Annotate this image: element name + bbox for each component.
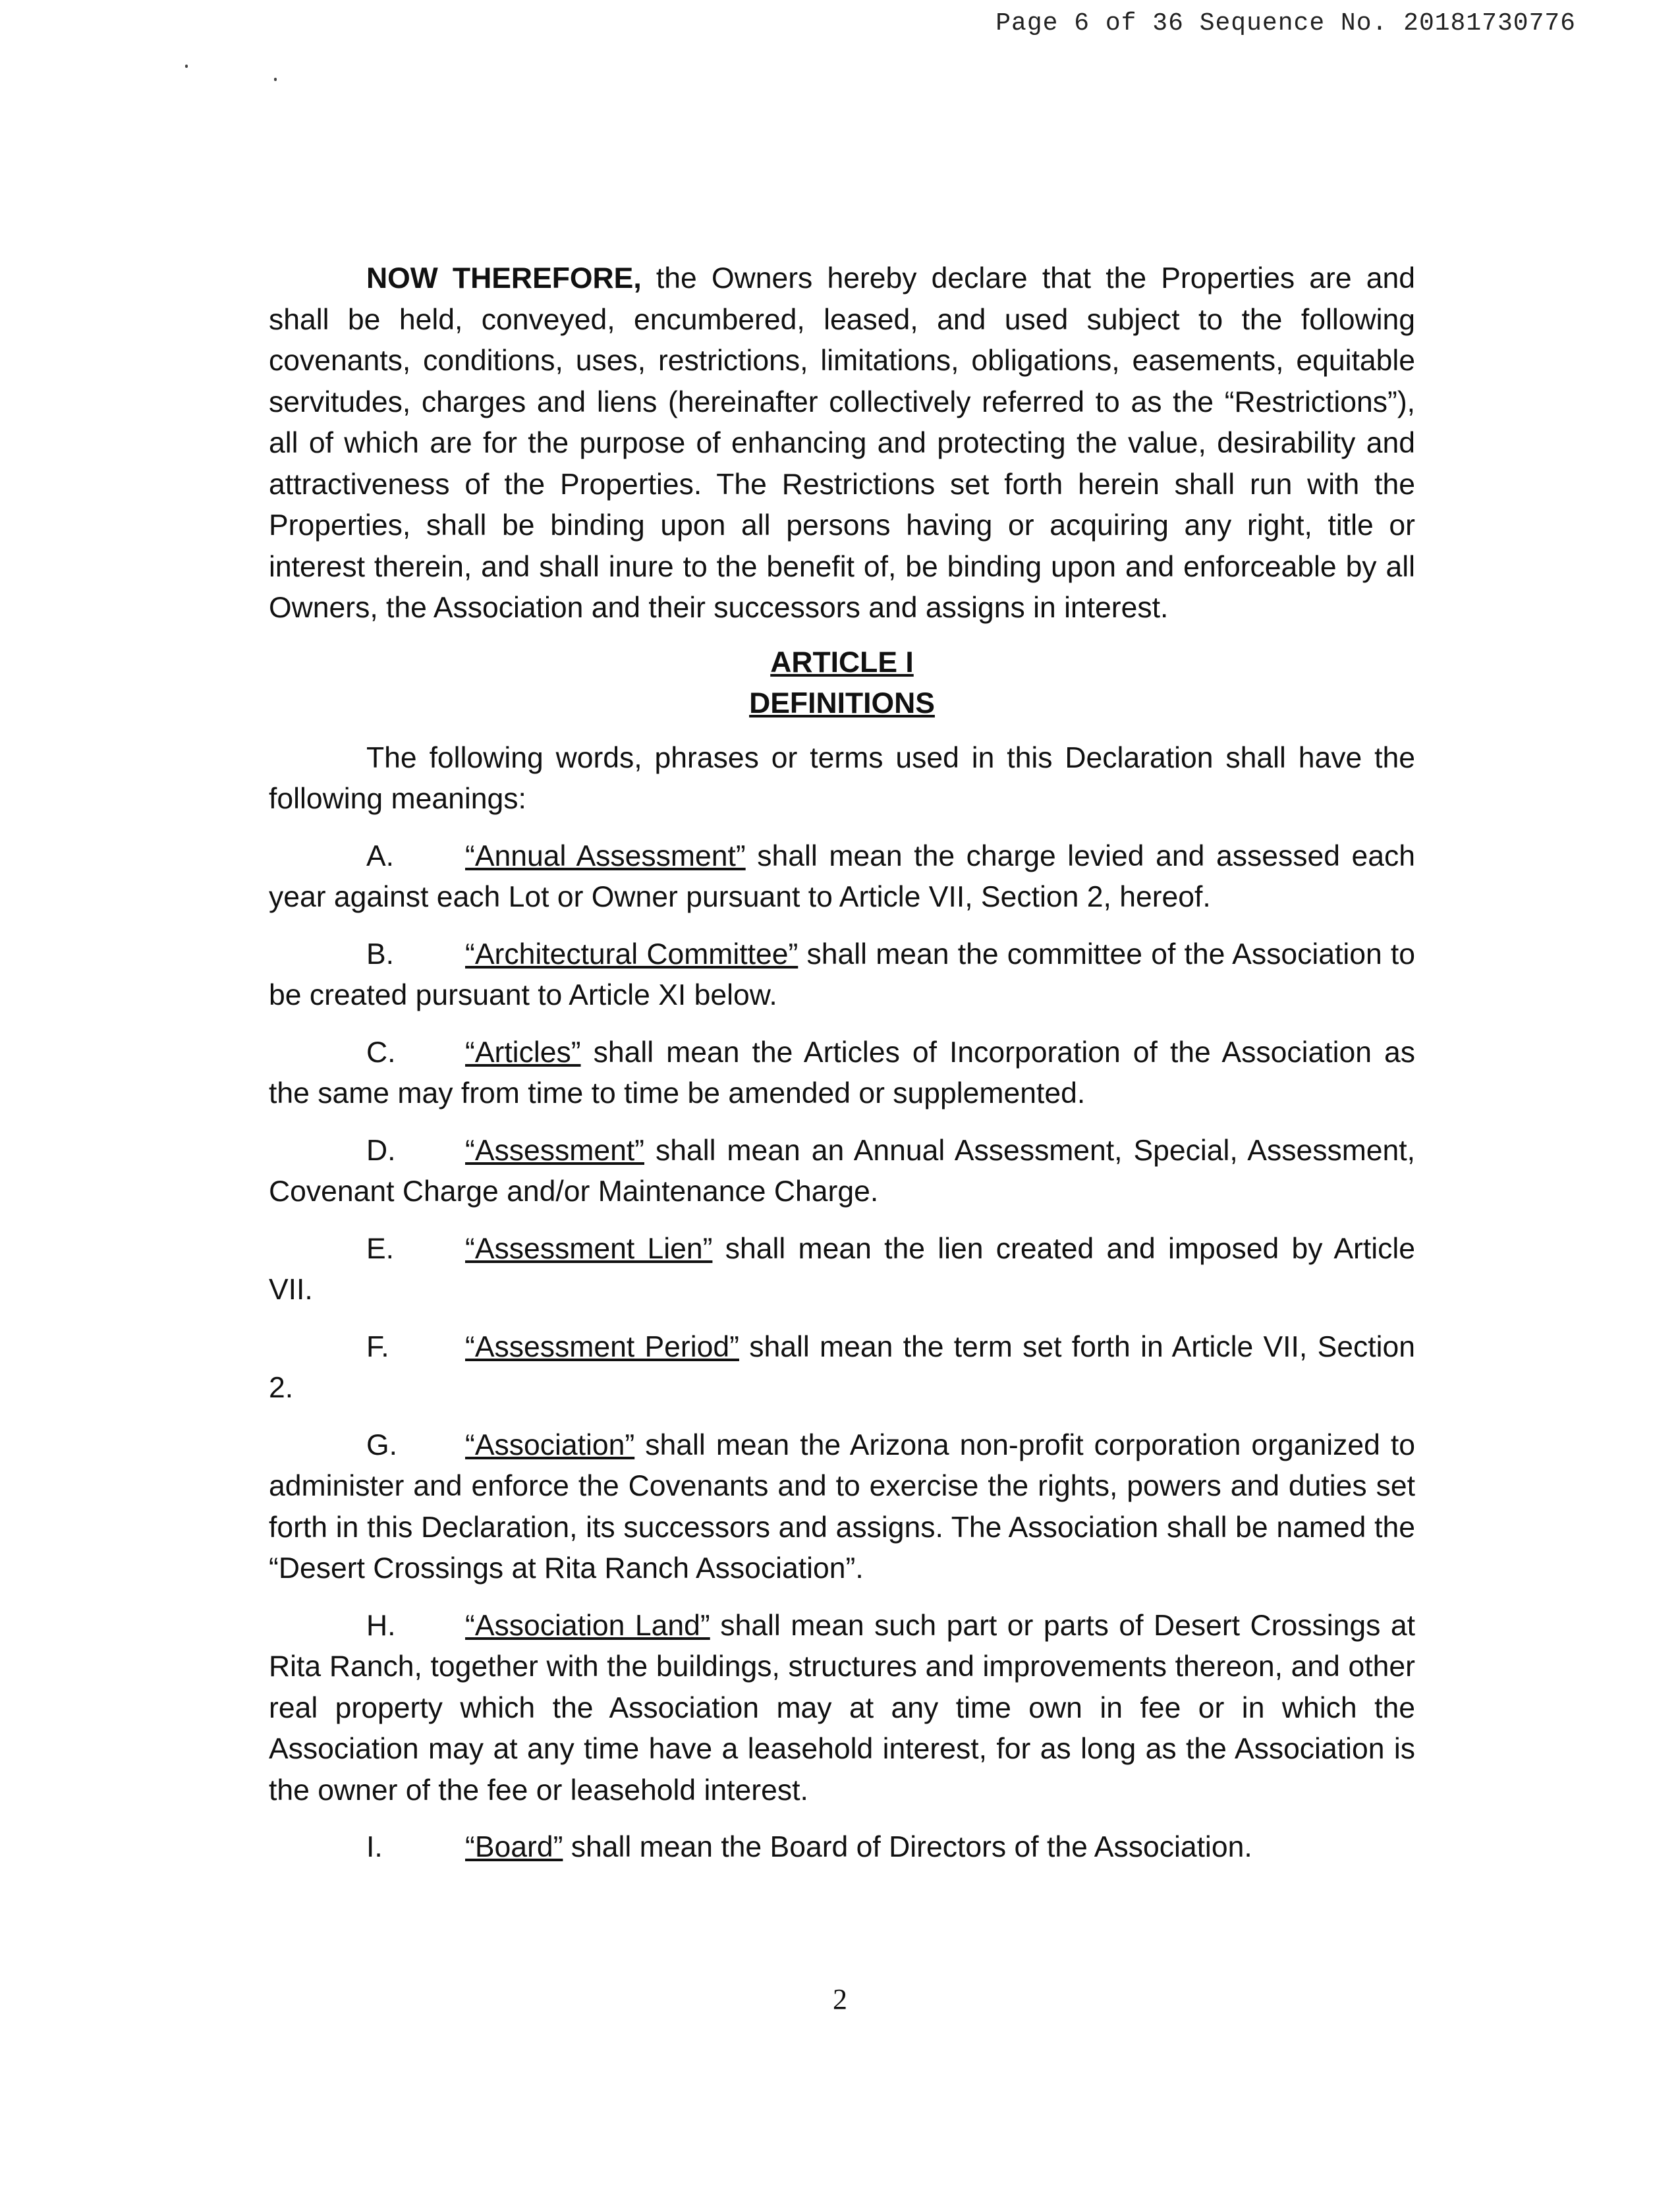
definition-item (269, 1425, 1415, 1590)
intro-lead: NOW THEREFORE, (366, 262, 642, 295)
definition-text: shall mean the Articles of Incorporation of the Association as the same may from time to time be amended or supplemented. (269, 1036, 1415, 1110)
definition-text: shall mean the charge levied and assessed each year against each Lot or Owner pursuant to Article VII, Section 2, hereof. (269, 839, 1416, 913)
definition-letter: C. (366, 1036, 396, 1069)
definition-term: “Architectural Committee” (465, 938, 798, 970)
definition-term: “Assessment Lien” (465, 1232, 713, 1265)
definition-item (269, 836, 1415, 918)
definition-letter: B. (366, 938, 395, 970)
article-number: ARTICLE I (770, 646, 914, 679)
definition-item (269, 1131, 1415, 1213)
definition-text: shall mean the lien created and imposed by Article VII. (269, 1232, 1415, 1306)
definition-term: “Board” (465, 1831, 563, 1863)
definition-item (269, 1032, 1415, 1115)
definition-item (269, 1327, 1415, 1409)
definition-letter: D. (366, 1134, 396, 1167)
definition-term: “Annual Assessment” (465, 839, 746, 872)
definition-item (269, 1827, 1415, 1869)
definition-letter: G. (366, 1428, 397, 1461)
definition-item (269, 1229, 1415, 1311)
definition-text: shall mean the Board of Directors of the Association. (563, 1831, 1252, 1863)
article-title: DEFINITIONS (749, 687, 935, 719)
definition-item (269, 1606, 1415, 1812)
definition-letter: I. (366, 1831, 383, 1863)
definition-letter: A. (366, 839, 395, 872)
definition-term: “Assessment Period” (465, 1330, 739, 1363)
definition-term: “Articles” (465, 1036, 581, 1069)
definition-item (269, 934, 1415, 1017)
intro-paragraph (269, 258, 1415, 629)
definition-text: shall mean the committee of the Association to be created pursuant to Article XI below. (269, 938, 1416, 1011)
definition-text: shall mean the Arizona non-profit corporation organized to administer and enforce the Covenants and to exercise the rights, powers and duties set forth in this Declaration, its successors and assigns. The Association shall be named the “Desert Crossings at Rita Ranch Association”. (269, 1428, 1415, 1585)
definition-text: shall mean an Annual Assessment, Special, Assessment, Covenant Charge and/or Maintenance Charge. (269, 1134, 1415, 1208)
definition-letter: H. (366, 1609, 396, 1642)
definition-term: “Association” (465, 1428, 635, 1461)
definition-letter: E. (366, 1232, 395, 1265)
page-number: 2 (833, 1983, 847, 2015)
definition-term: “Assessment” (465, 1134, 644, 1167)
definition-text: shall mean the term set forth in Article VII, Section 2. (269, 1330, 1415, 1404)
definition-letter: F. (366, 1330, 389, 1363)
definition-text: shall mean such part or parts of Desert Crossings at Rita Ranch, together with the buildings, structures and improvements thereon, and other real property which the Association may at any time own in fee or in which the Association may at any time have a leasehold interest, for as long as the Association is the owner of the fee or leasehold interest. (269, 1609, 1415, 1807)
article-lead: The following words, phrases or terms used in this Declaration shall have the following meanings: (269, 741, 1415, 815)
scan-speck (274, 78, 277, 81)
sequence-stamp: Page 6 of 36 Sequence No. 20181730776 (995, 9, 1576, 38)
scan-speck (185, 65, 188, 68)
intro-text: the Owners hereby declare that the Properties are and shall be held, conveyed, encumbered, leased, and used subject to the following covenants, conditions, uses, restrictions, limitations, obligations, easements, equitable servitudes, charges and liens (hereinafter collectively referred to as the “Restrictions”), all of which are for the purpose of enhancing and protecting the value, desirability and attractiveness of the Properties. The Restrictions set forth herein shall run with the Properties, shall be binding upon all persons having or acquiring any right, title or interest therein, and shall inure to the benefit of, be binding upon and enforceable by all Owners, the Association and their successors and assigns in interest. (269, 262, 1415, 624)
document-body (269, 258, 1415, 1869)
definition-term: “Association Land” (465, 1609, 710, 1642)
